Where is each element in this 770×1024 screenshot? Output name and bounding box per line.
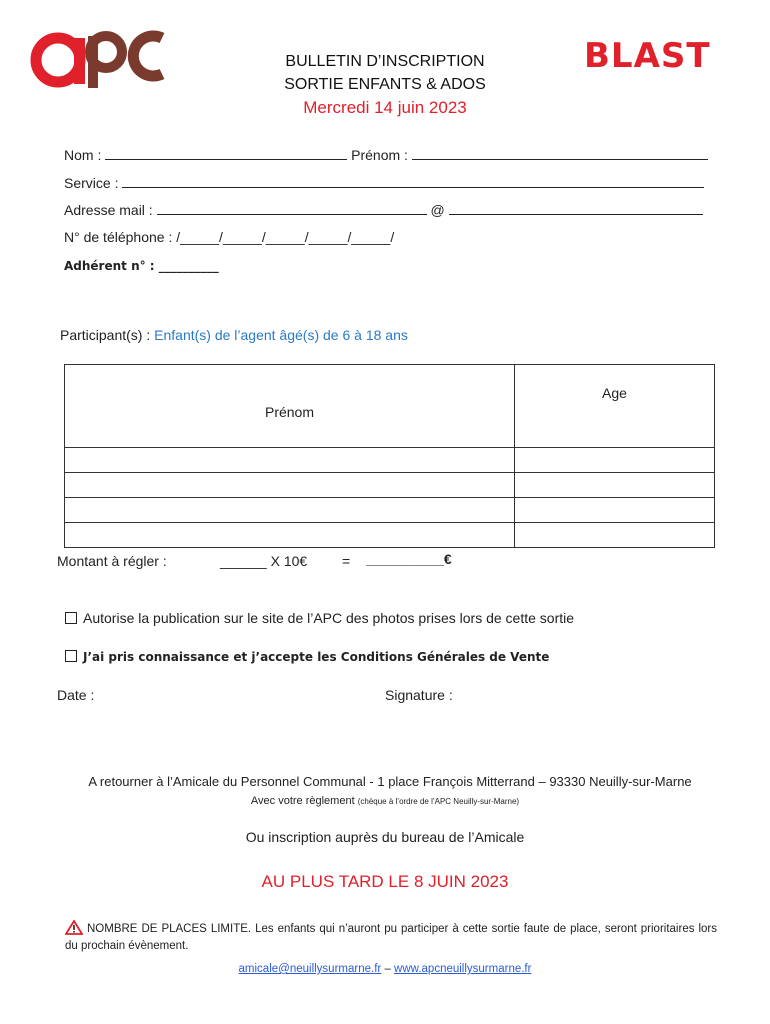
photos-label: Autorise la publication sur le site de l’APC des photos prises lors de cette sortie — [83, 610, 575, 626]
payment-label: Montant à régler : — [57, 553, 167, 569]
cgv-checkbox[interactable] — [65, 650, 77, 662]
prenom-field[interactable] — [412, 147, 708, 160]
deadline: AU PLUS TARD LE 8 JUIN 2023 — [261, 872, 509, 891]
email-domain-field[interactable] — [449, 202, 703, 215]
email-label: Adresse mail : — [64, 202, 153, 218]
participants-label: Participant(s) : — [60, 327, 151, 343]
blast-logo: BLAST — [584, 36, 711, 76]
contact-links — [0, 963, 770, 975]
website-link[interactable]: www.apcneuillysurmarne.fr — [394, 963, 532, 975]
apc-logo — [30, 22, 170, 90]
adherent-field[interactable]: Adhérent n° : __________ — [64, 259, 219, 273]
age-cell[interactable] — [515, 448, 715, 473]
link-separator: – — [384, 963, 391, 975]
payment-total[interactable]: __________€ — [366, 551, 452, 567]
table-header — [65, 365, 715, 448]
service-label: Service : — [64, 175, 119, 191]
table-row — [65, 523, 715, 548]
email-row — [64, 202, 703, 218]
nom-field[interactable] — [105, 147, 347, 160]
phone-field[interactable]: N° de téléphone : /_____/_____/_____/_____/_____/ — [64, 229, 395, 245]
event-date: Mercredi 14 juin 2023 — [303, 98, 467, 117]
limited-title: NOMBRE DE PLACES LIMITE. — [87, 923, 252, 935]
payment-instructions — [0, 795, 770, 807]
warning-icon — [65, 920, 83, 935]
service-field[interactable] — [122, 175, 704, 188]
cgv-label: J’ai pris connaissance et j’accepte les Conditions Générales de Vente — [83, 650, 550, 664]
office-option: Ou inscription auprès du bureau de l’Amicale — [245, 829, 525, 845]
photos-consent — [65, 610, 574, 626]
email-link[interactable]: amicale@neuillysurmarne.fr — [238, 963, 382, 975]
prenom-label: Prénom : — [351, 147, 408, 163]
prenom-cell[interactable] — [65, 523, 515, 548]
age-cell[interactable] — [515, 473, 715, 498]
date-label: Date : — [57, 687, 95, 703]
service-row — [64, 175, 704, 191]
email-user-field[interactable] — [157, 202, 427, 215]
limited-places-notice — [65, 920, 717, 955]
cgv-consent — [65, 650, 549, 664]
participants-table — [64, 364, 715, 548]
signature-label: Signature : — [385, 687, 453, 703]
photos-checkbox[interactable] — [65, 612, 77, 624]
at-sign: @ — [430, 202, 445, 218]
payment-qty[interactable]: ______ X 10€ — [220, 553, 308, 569]
participants-desc: Enfant(s) de l’agent âgé(s) de 6 à 18 ans — [154, 327, 408, 343]
return-address: A retourner à l’Amicale du Personnel Communal - 1 place François Mitterrand – 93330 Neuilly-sur-Marne — [88, 774, 692, 789]
table-row — [65, 498, 715, 523]
form-title: BULLETIN D’INSCRIPTION — [285, 53, 485, 70]
table-row — [65, 448, 715, 473]
payment-note: (chèque à l’ordre de l’APC Neuilly-sur-Marne) — [357, 797, 520, 806]
limited-text: Les enfants qui n’auront pu participer à cette sortie faute de place, seront prioritaires lors du prochain évènement. — [65, 923, 717, 952]
nom-row — [64, 147, 708, 163]
payment-with: Avec votre règlement — [250, 795, 355, 807]
prenom-cell[interactable] — [65, 498, 515, 523]
nom-label: Nom : — [64, 147, 102, 163]
participants-heading — [60, 327, 408, 343]
age-cell[interactable] — [515, 523, 715, 548]
table-row — [65, 473, 715, 498]
prenom-cell[interactable] — [65, 473, 515, 498]
form-subtitle: SORTIE ENFANTS & ADOS — [284, 76, 486, 93]
age-cell[interactable] — [515, 498, 715, 523]
payment-equals: = — [342, 553, 351, 569]
col-age: Age — [515, 365, 715, 448]
prenom-cell[interactable] — [65, 448, 515, 473]
col-prenom: Prénom — [65, 365, 515, 448]
